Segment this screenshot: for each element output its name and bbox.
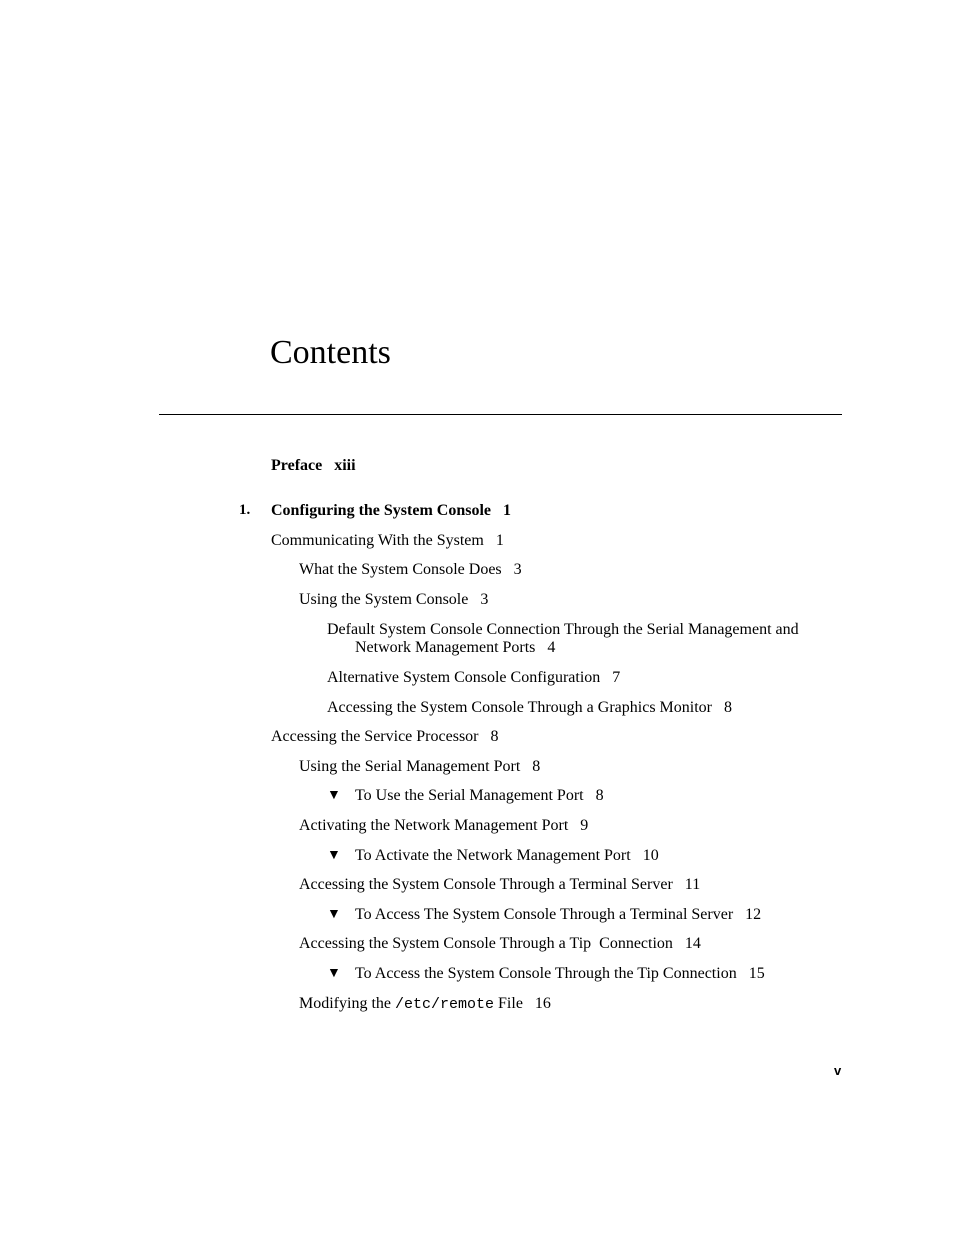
toc-entry[interactable] [299,816,588,835]
toc-entry-page: 14 [684,935,701,952]
toc-entry-continuation[interactable] [355,638,555,657]
toc-entry-label: Preface [271,457,323,474]
toc-entry-label: What the System Console Does [299,561,502,578]
toc-task-entry[interactable] [355,905,761,924]
chapter-number: 1. [239,502,251,518]
toc-entry-label: To Activate the Network Management Port [355,847,631,864]
toc-entry[interactable] [327,620,799,639]
toc-entry-code: /etc/remote [395,996,495,1013]
toc-entry-label: Configuring the System Console [271,502,492,519]
toc-entry[interactable] [327,698,732,717]
toc-entry-page: 1 [503,502,512,519]
toc-entry-page: xiii [334,457,356,474]
toc-entry[interactable] [299,934,701,953]
toc-entry-page: 10 [642,847,659,864]
toc-entry-page: 1 [495,532,504,549]
toc-entry[interactable] [327,668,620,687]
toc-entry[interactable] [271,531,504,550]
toc-entry-page: 9 [580,817,589,834]
toc-entry[interactable] [271,727,499,746]
triangle-bullet-icon: ▼ [327,966,341,981]
toc-entry-page: 8 [532,758,541,775]
title-divider [159,414,842,415]
toc-entry-label: Communicating With the System [271,532,484,549]
toc-entry-page: 3 [480,591,489,608]
toc-entry-label: Accessing the System Console Through a Terminal Server [299,876,673,893]
toc-entry[interactable] [299,757,540,776]
toc-entry-page: 15 [748,965,765,982]
toc-entry-label: Using the Serial Management Port [299,758,521,775]
toc-entry-page: 4 [547,639,556,656]
triangle-bullet-icon: ▼ [327,848,341,863]
page-number: v [834,1063,842,1078]
toc-entry-page: 12 [745,906,762,923]
triangle-bullet-icon: ▼ [327,907,341,922]
toc-entry[interactable] [299,875,700,894]
toc-entry-preface[interactable] [271,456,356,475]
toc-entry[interactable] [299,590,488,609]
toc-entry-chapter-1[interactable] [271,501,511,520]
toc-entry-label: Network Management Ports [355,639,536,656]
toc-task-entry[interactable] [355,846,659,865]
toc-entry-page: 8 [595,787,604,804]
toc-entry-label-post: File [498,995,523,1012]
page-title: Contents [270,334,391,371]
toc-entry[interactable] [299,560,522,579]
toc-entry-label: Activating the Network Management Port [299,817,569,834]
toc-entry-page: 11 [684,876,701,893]
toc-entry-label: Accessing the System Console Through a Graphics Monitor [327,699,712,716]
triangle-bullet-icon: ▼ [327,788,341,803]
toc-entry-page: 3 [513,561,522,578]
toc-entry-label: Default System Console Connection Through the Serial Management and [327,621,799,638]
toc-task-entry[interactable] [355,964,765,983]
toc-entry-label: Using the System Console [299,591,469,608]
toc-entry-label: Accessing the System Console Through a Tip Connection [299,935,673,952]
toc-task-entry[interactable] [355,786,604,805]
toc-entry-label: To Access the System Console Through the Tip Connection [355,965,737,982]
toc-entry-page: 8 [723,699,732,716]
toc-entry[interactable] [299,994,551,1014]
toc-entry-page: 8 [490,728,499,745]
toc-entry-page: 7 [612,669,621,686]
toc-entry-label: To Use the Serial Management Port [355,787,584,804]
toc-entry-page: 16 [534,995,551,1012]
toc-entry-label: To Access The System Console Through a Terminal Server [355,906,734,923]
toc-entry-label-pre: Modifying the [299,995,391,1012]
toc-entry-label: Alternative System Console Configuration [327,669,601,686]
toc-entry-label: Accessing the Service Processor [271,728,479,745]
